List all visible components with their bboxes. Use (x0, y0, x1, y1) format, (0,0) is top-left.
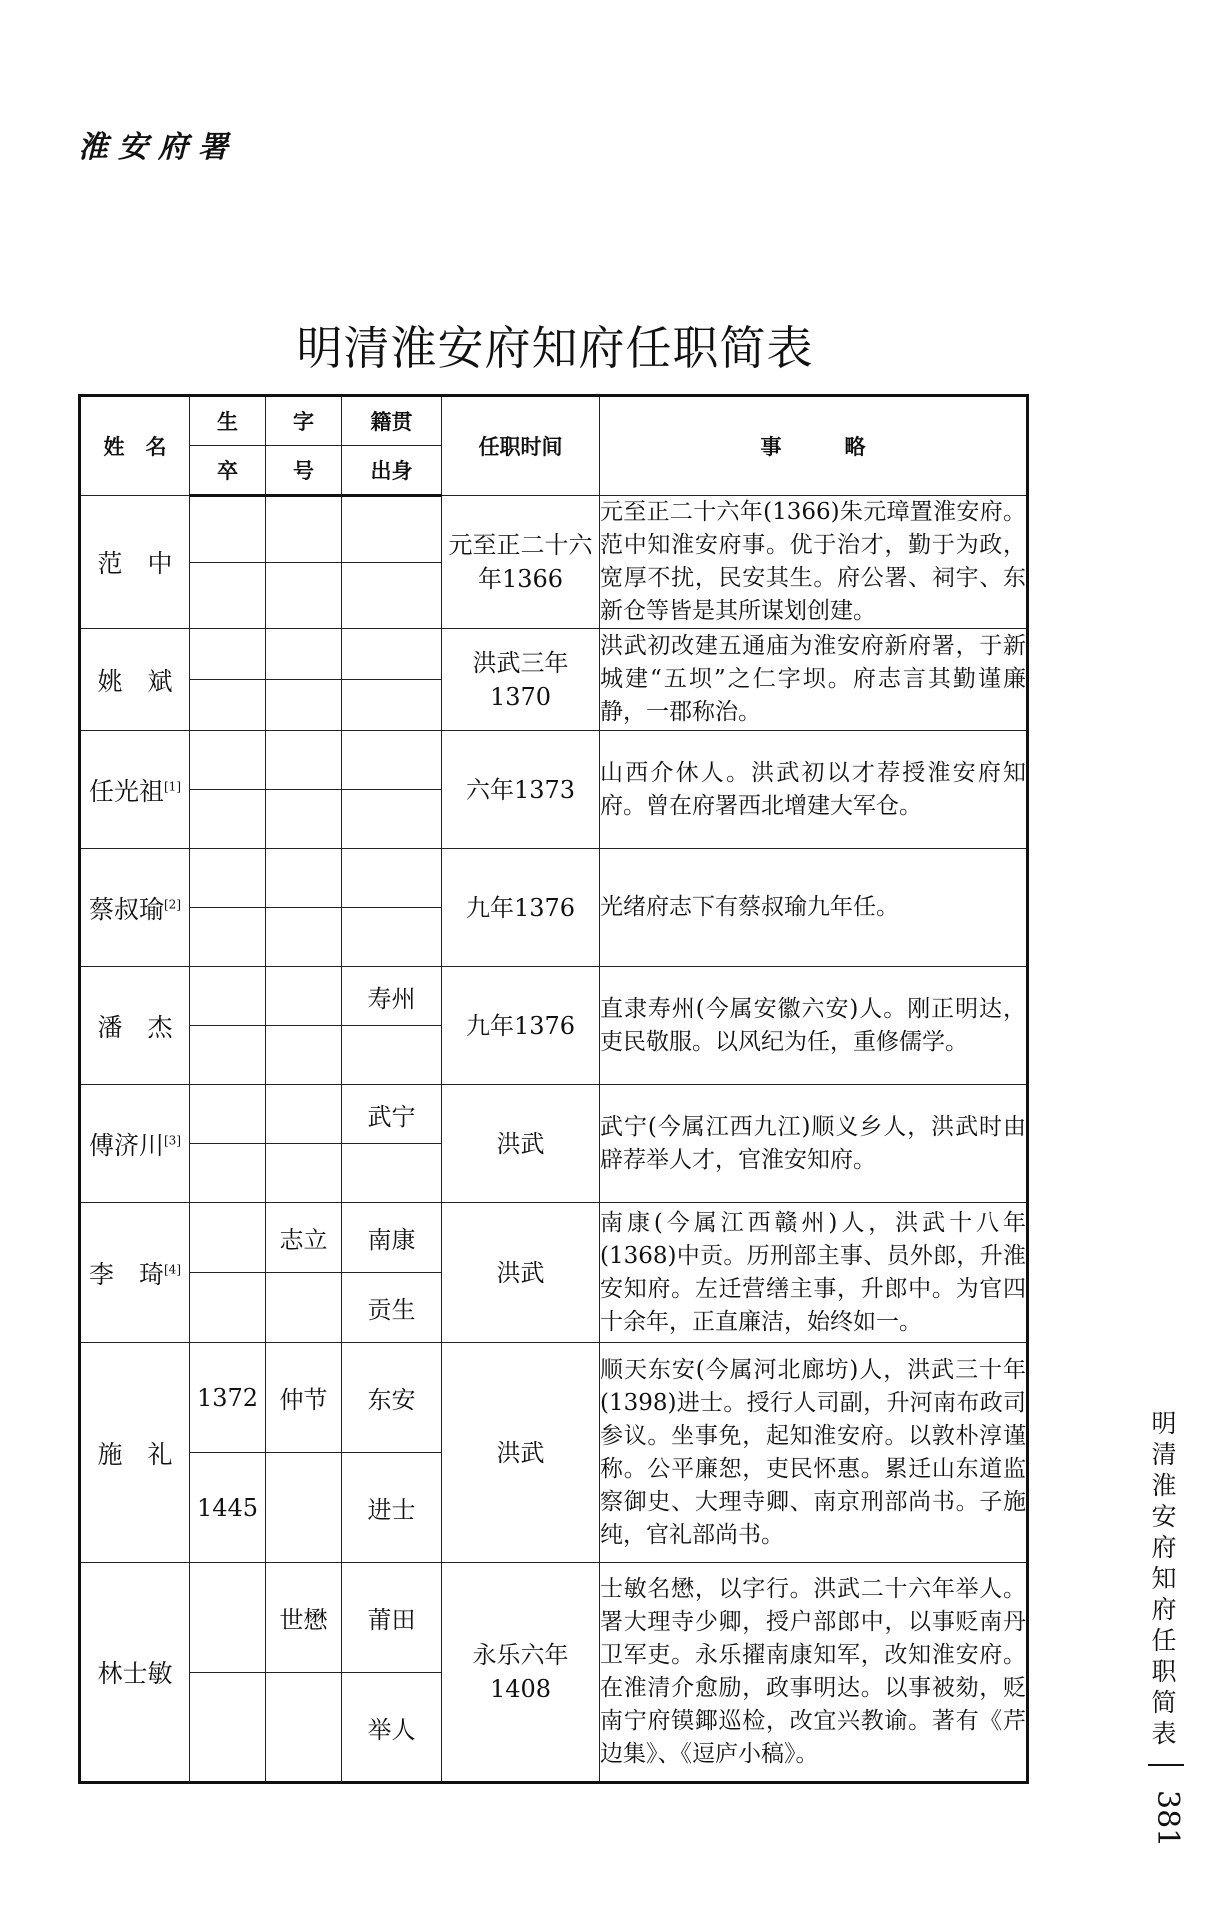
cell-death (190, 680, 266, 731)
cell-time: 元至正二十六年1366 (442, 496, 600, 629)
cell-hao (266, 1453, 342, 1563)
cell-hao (266, 1144, 342, 1203)
cell-desc: 直隶寿州(今属安徽六安)人。刚正明达，吏民敬服。以风纪为任，重修儒学。 (600, 967, 1028, 1085)
section-header: 淮安府署 (78, 130, 238, 165)
cell-zi: 志立 (266, 1203, 342, 1273)
cell-desc: 洪武初改建五通庙为淮安府新府署，于新城建“五坝”之仁字坝。府志言其勤谨廉静，一郡称治。 (600, 629, 1028, 731)
cell-time: 九年1376 (442, 849, 600, 967)
cell-birth (190, 629, 266, 680)
cell-desc: 山西介休人。洪武初以才荐授淮安府知府。曾在府署西北增建大军仓。 (600, 731, 1028, 849)
running-title: 明清淮安府知府任职简表 (1151, 1409, 1177, 1748)
cell-death: 1445 (190, 1453, 266, 1563)
cell-zi (266, 1085, 342, 1144)
header-birth: 生 (190, 396, 266, 446)
cell-jiguan: 武宁 (342, 1085, 442, 1144)
header-zi: 字 (266, 396, 342, 446)
cell-birth (190, 731, 266, 790)
cell-name: 范 中 (80, 496, 190, 629)
cell-death (190, 790, 266, 849)
cell-birth (190, 967, 266, 1026)
cell-desc: 士敏名懋，以字行。洪武二十六年举人。署大理寺少卿，授户部郎中，以事贬南丹卫军吏。永乐擢南康知军，改知淮安府。在淮清介愈励，政事明达。以事被劾，贬南宁府镆鎁巡检，改宜兴教谕。著有《芹边集》、《逗庐小稿》。 (600, 1563, 1028, 1783)
cell-hao (266, 680, 342, 731)
cell-name: 潘 杰 (80, 967, 190, 1085)
cell-birth (190, 1203, 266, 1273)
cell-desc: 南康(今属江西赣州)人，洪武十八年(1368)中贡。历刑部主事、员外郎，升淮安知府。左迁营缮主事，升郎中。为官四十余年，正直廉洁，始终如一。 (600, 1203, 1028, 1343)
header-name: 姓 名 (80, 396, 190, 496)
page-title: 明清淮安府知府任职简表 (296, 321, 814, 375)
header-hao: 号 (266, 446, 342, 496)
cell-hao (266, 908, 342, 967)
cell-death (190, 1026, 266, 1085)
header-jiguan: 籍贯 (342, 396, 442, 446)
header-chushen: 出身 (342, 446, 442, 496)
cell-chushen (342, 790, 442, 849)
cell-hao (266, 1026, 342, 1085)
cell-chushen (342, 680, 442, 731)
cell-name: 姚 斌 (80, 629, 190, 731)
cell-desc: 武宁(今属江西九江)顺义乡人，洪武时由辟荐举人才，官淮安知府。 (600, 1085, 1028, 1203)
footnote-mark: [3] (164, 1133, 181, 1148)
cell-zi (266, 629, 342, 680)
cell-zi (266, 731, 342, 790)
cell-chushen (342, 1144, 442, 1203)
cell-jiguan (342, 629, 442, 680)
cell-zi (266, 849, 342, 908)
cell-time: 洪武三年1370 (442, 629, 600, 731)
cell-name: 蔡叔瑜[2] (80, 849, 190, 967)
cell-chushen (342, 562, 442, 629)
cell-desc: 元至正二十六年(1366)朱元璋置淮安府。范中知淮安府事。优于治才，勤于为政，宽厚不扰，民安其生。府公署、祠宇、东新仓等皆是其所谋划创建。 (600, 496, 1028, 629)
cell-jiguan: 寿州 (342, 967, 442, 1026)
cell-death (190, 1144, 266, 1203)
cell-zi (266, 967, 342, 1026)
header-time: 任职时间 (442, 396, 600, 496)
cell-hao (266, 790, 342, 849)
cell-zi: 世懋 (266, 1563, 342, 1673)
cell-birth (190, 1085, 266, 1144)
cell-time: 洪武 (442, 1085, 600, 1203)
cell-death (190, 1673, 266, 1783)
cell-name: 李 琦[4] (80, 1203, 190, 1343)
cell-birth (190, 496, 266, 563)
cell-desc: 顺天东安(今属河北廊坊)人，洪武三十年(1398)进士。授行人司副，升河南布政司参议。坐事免，起知淮安府。以敦朴淳谨称。公平廉恕，吏民怀惠。累迁山东道监察御史、大理寺卿、南京刑部尚书。子施纯，官礼部尚书。 (600, 1343, 1028, 1563)
page-number: 381 (1150, 1790, 1185, 1848)
cell-chushen (342, 1026, 442, 1085)
header-desc: 事 略 (600, 396, 1028, 496)
cell-name: 林士敏 (80, 1563, 190, 1783)
cell-hao (266, 1273, 342, 1343)
cell-time: 永乐六年1408 (442, 1563, 600, 1783)
cell-zi: 仲节 (266, 1343, 342, 1453)
cell-time: 九年1376 (442, 967, 600, 1085)
cell-name: 傅济川[3] (80, 1085, 190, 1203)
cell-desc: 光绪府志下有蔡叔瑜九年任。 (600, 849, 1028, 967)
cell-birth (190, 849, 266, 908)
cell-chushen: 进士 (342, 1453, 442, 1563)
cell-hao (266, 562, 342, 629)
cell-time: 洪武 (442, 1343, 600, 1563)
cell-chushen: 举人 (342, 1673, 442, 1783)
cell-chushen (342, 908, 442, 967)
cell-jiguan: 莆田 (342, 1563, 442, 1673)
cell-time: 洪武 (442, 1203, 600, 1343)
cell-death (190, 908, 266, 967)
cell-jiguan: 东安 (342, 1343, 442, 1453)
cell-jiguan: 南康 (342, 1203, 442, 1273)
cell-name: 施 礼 (80, 1343, 190, 1563)
cell-hao (266, 1673, 342, 1783)
footnote-mark: [2] (164, 897, 181, 912)
cell-death (190, 562, 266, 629)
cell-death (190, 1273, 266, 1343)
cell-jiguan (342, 496, 442, 563)
cell-chushen: 贡生 (342, 1273, 442, 1343)
footnote-mark: [1] (164, 779, 181, 794)
cell-jiguan (342, 731, 442, 790)
cell-name: 任光祖[1] (80, 731, 190, 849)
cell-birth: 1372 (190, 1343, 266, 1453)
header-death: 卒 (190, 446, 266, 496)
cell-time: 六年1373 (442, 731, 600, 849)
footnote-mark: [4] (164, 1262, 181, 1277)
side-divider (1148, 1764, 1184, 1766)
magistrate-table (78, 394, 1029, 1784)
cell-jiguan (342, 849, 442, 908)
cell-birth (190, 1563, 266, 1673)
cell-zi (266, 496, 342, 563)
